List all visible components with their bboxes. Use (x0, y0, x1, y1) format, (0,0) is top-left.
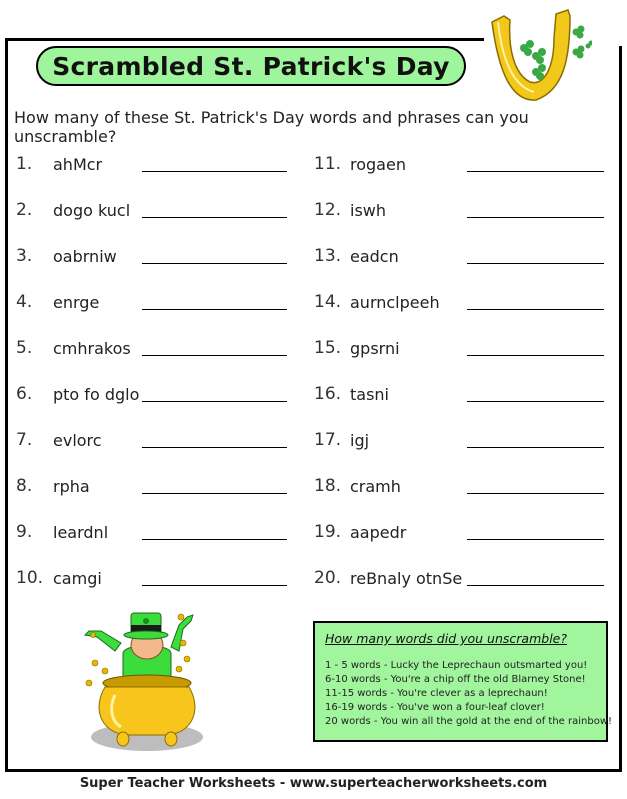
puzzle-item (314, 246, 614, 276)
scrambled-word: aapedr (350, 523, 407, 542)
page-title: Scrambled St. Patrick's Day (52, 51, 450, 81)
answer-line[interactable] (142, 585, 287, 586)
scrambled-word: tasni (350, 385, 389, 404)
scrambled-word: oabrniw (53, 247, 117, 266)
answer-line[interactable] (142, 309, 287, 310)
answer-line[interactable] (467, 585, 604, 586)
item-number: 17. (314, 430, 342, 450)
scrambled-word: camgi (53, 569, 102, 588)
puzzle-item (314, 430, 614, 460)
score-range: 16-19 words - You've won a four-leaf clover! (325, 702, 545, 713)
scrambled-word: igj (350, 431, 370, 450)
scrambled-word: enrge (53, 293, 100, 312)
scrambled-word: rogaen (350, 155, 406, 174)
item-number: 7. (16, 430, 33, 450)
item-number: 1. (16, 154, 33, 174)
puzzle-item (16, 292, 306, 322)
answer-line[interactable] (467, 401, 604, 402)
scrambled-word: aurnclpeeh (350, 293, 440, 312)
puzzle-item (16, 476, 306, 506)
item-number: 18. (314, 476, 342, 496)
score-range: 6-10 words - You're a chip off the old Blarney Stone! (325, 674, 586, 685)
leprechaun-pot-of-gold-icon (75, 603, 215, 753)
puzzle-item (16, 522, 306, 552)
answer-line[interactable] (467, 539, 604, 540)
score-range: 20 words - You win all the gold at the end of the rainbow! (325, 716, 613, 727)
score-box (313, 621, 613, 742)
item-number: 16. (314, 384, 342, 404)
puzzle-item (16, 200, 306, 230)
item-number: 14. (314, 292, 342, 312)
item-number: 8. (16, 476, 33, 496)
horseshoe-shamrock-icon (484, 8, 592, 104)
scrambled-word: leardnl (53, 523, 109, 542)
answer-line[interactable] (142, 447, 287, 448)
answer-line[interactable] (142, 493, 287, 494)
puzzle-item (16, 430, 306, 460)
answer-line[interactable] (142, 217, 287, 218)
answer-line[interactable] (467, 355, 604, 356)
puzzle-item (16, 246, 306, 276)
puzzle-item (314, 522, 614, 552)
puzzle-item (16, 338, 306, 368)
footer-credit: Super Teacher Worksheets - www.superteacherworksheets.com (79, 776, 548, 791)
puzzle-item (16, 384, 306, 414)
answer-line[interactable] (142, 401, 287, 402)
answer-line[interactable] (467, 493, 604, 494)
scrambled-word: dogo kucl (53, 201, 131, 220)
answer-line[interactable] (142, 355, 287, 356)
scrambled-word: pto fo dglo (53, 385, 140, 404)
item-number: 15. (314, 338, 342, 358)
scrambled-word: reBnaly otnSe (350, 569, 463, 588)
puzzle-item (314, 292, 614, 322)
puzzle-item (16, 154, 306, 184)
item-number: 20. (314, 568, 342, 588)
item-number: 10. (16, 568, 44, 588)
answer-line[interactable] (142, 263, 287, 264)
scrambled-word: rpha (53, 477, 90, 496)
answer-line[interactable] (467, 263, 604, 264)
score-range: 11-15 words - You're clever as a leprechaun! (325, 688, 548, 699)
puzzle-item (314, 338, 614, 368)
scrambled-word: eadcn (350, 247, 399, 266)
item-number: 19. (314, 522, 342, 542)
score-box-title: How many words did you unscramble? (325, 631, 567, 646)
answer-line[interactable] (142, 539, 287, 540)
instructions: How many of these St. Patrick's Day words and phrases can you unscramble? (14, 108, 529, 146)
puzzle-item (314, 476, 614, 506)
item-number: 6. (16, 384, 33, 404)
item-number: 13. (314, 246, 342, 266)
scrambled-word: iswh (350, 201, 387, 220)
answer-line[interactable] (142, 171, 287, 172)
item-number: 5. (16, 338, 33, 358)
scrambled-word: cramh (350, 477, 401, 496)
answer-line[interactable] (467, 171, 604, 172)
answer-line[interactable] (467, 309, 604, 310)
puzzle-item (314, 384, 614, 414)
scrambled-word: ahMcr (53, 155, 103, 174)
puzzle-item (16, 568, 306, 598)
score-range: 1 - 5 words - Lucky the Leprechaun outsmarted you! (325, 660, 588, 671)
item-number: 11. (314, 154, 342, 174)
puzzle-item (314, 568, 614, 598)
scrambled-word: evlorc (53, 431, 102, 450)
answer-line[interactable] (467, 217, 604, 218)
item-number: 9. (16, 522, 33, 542)
item-number: 2. (16, 200, 33, 220)
title-banner (36, 46, 466, 86)
scrambled-word: gpsrni (350, 339, 400, 358)
answer-line[interactable] (467, 447, 604, 448)
item-number: 3. (16, 246, 33, 266)
puzzle-item (314, 154, 614, 184)
item-number: 4. (16, 292, 33, 312)
scrambled-word: cmhrakos (53, 339, 131, 358)
puzzle-item (314, 200, 614, 230)
item-number: 12. (314, 200, 342, 220)
